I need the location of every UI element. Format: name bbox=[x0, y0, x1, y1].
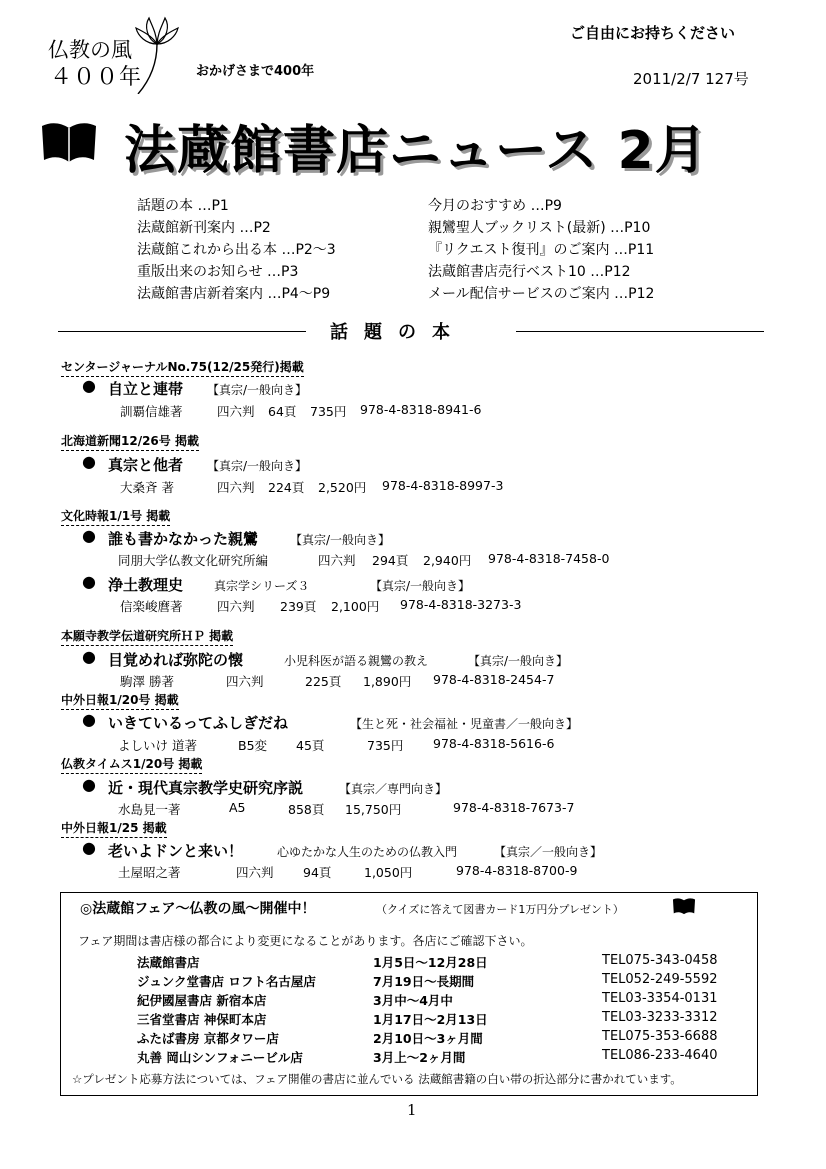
book-format: 四六判 bbox=[226, 674, 264, 689]
bullet-icon: ● bbox=[82, 647, 96, 666]
toc-item: 今月のおすすめ …P9 bbox=[428, 198, 562, 214]
section-title: 話題の本 bbox=[330, 322, 466, 343]
book-title: 老いよドンと来い！ bbox=[108, 842, 244, 860]
book-title: 真宗と他者 bbox=[108, 456, 184, 474]
book-format: A5 bbox=[229, 800, 246, 815]
book-pages: 224頁 bbox=[268, 480, 305, 495]
book-author: 訓覇信雄著 bbox=[120, 404, 183, 419]
book-category: 【真宗／専門向き】 bbox=[339, 782, 448, 796]
section-rule-right bbox=[516, 331, 764, 332]
store-tel: TEL075-343-0458 bbox=[602, 953, 718, 968]
bullet-icon: ● bbox=[82, 775, 96, 794]
store-tel: TEL03-3233-3312 bbox=[602, 1010, 718, 1025]
book-pages: 225頁 bbox=[305, 674, 342, 689]
book-format: 四六判 bbox=[217, 404, 255, 419]
toc-right bbox=[428, 195, 654, 305]
free-take-notice: ご自由にお持ちください bbox=[570, 24, 736, 42]
book-pages: 239頁 bbox=[280, 599, 317, 614]
toc-item: 話題の本 …P1 bbox=[137, 198, 229, 214]
toc-item: 法蔵館書店売行ベスト10 …P12 bbox=[428, 264, 631, 280]
toc-item: 法蔵館これから出る本 …P2～3 bbox=[137, 242, 336, 258]
open-book-icon bbox=[672, 897, 696, 919]
store-period: 3月上～2ヶ月間 bbox=[373, 1050, 466, 1065]
book-isbn: 978-4-8318-5616-6 bbox=[433, 736, 555, 751]
book-subtitle: 小児科医が語る親鸞の教え bbox=[284, 654, 429, 668]
book-price: 735円 bbox=[310, 404, 347, 419]
book-author: 大桑斉 著 bbox=[120, 480, 174, 495]
book-category: 【真宗/一般向き】 bbox=[290, 533, 391, 547]
store-name: ふたば書房 京都タワー店 bbox=[137, 1031, 279, 1046]
book-format: 四六判 bbox=[217, 599, 255, 614]
book-isbn: 978-4-8318-2454-7 bbox=[433, 672, 555, 687]
book-isbn: 978-4-8318-7673-7 bbox=[453, 800, 575, 815]
store-period: 1月17日～2月13日 bbox=[373, 1012, 488, 1027]
book-category: 【真宗/一般向き】 bbox=[207, 383, 308, 397]
book-category: 【真宗／一般向き】 bbox=[494, 845, 603, 859]
source-label: センタージャーナルNo.75(12/25発行)掲載 bbox=[61, 358, 304, 377]
bullet-icon: ● bbox=[82, 526, 96, 545]
store-tel: TEL086-233-4640 bbox=[602, 1048, 718, 1063]
fair-footnote: ☆プレゼント応募方法については、フェア開催の書店に並んでいる 法蔵館書籍の白い帯の折込部分に書かれています。 bbox=[72, 1072, 682, 1086]
store-tel: TEL03-3354-0131 bbox=[602, 991, 718, 1006]
source-label: 本願寺教学伝道研究所ＨＰ 掲載 bbox=[61, 627, 233, 646]
fair-title: ◎法蔵館フェア～仏教の風～開催中！ bbox=[80, 901, 316, 917]
book-author: よしいけ 道著 bbox=[118, 738, 197, 753]
toc-item: 重版出来のお知らせ …P3 bbox=[137, 264, 299, 280]
book-author: 駒澤 勝著 bbox=[120, 674, 174, 689]
book-price: 735円 bbox=[367, 738, 404, 753]
bullet-icon: ● bbox=[82, 452, 96, 471]
toc-item: 親鸞聖人ブックリスト(最新) …P10 bbox=[428, 220, 651, 236]
book-price: 2,100円 bbox=[331, 599, 380, 614]
book-isbn: 978-4-8318-8941-6 bbox=[360, 402, 482, 417]
book-price: 2,520円 bbox=[318, 480, 367, 495]
book-title: 目覚めれば弥陀の懐 bbox=[108, 651, 244, 669]
bullet-icon: ● bbox=[82, 838, 96, 857]
store-name: 法蔵館書店 bbox=[137, 955, 200, 970]
book-price: 1,890円 bbox=[363, 674, 412, 689]
book-pages: 294頁 bbox=[372, 553, 409, 568]
book-isbn: 978-4-8318-8700-9 bbox=[456, 863, 578, 878]
book-format: 四六判 bbox=[236, 865, 274, 880]
toc-item: 法蔵館新刊案内 …P2 bbox=[137, 220, 271, 236]
book-format: 四六判 bbox=[318, 553, 356, 568]
fair-note: （クイズに答えて図書カード1万円分プレゼント） bbox=[376, 903, 624, 916]
book-title: 自立と連帯 bbox=[108, 380, 184, 398]
book-price: 15,750円 bbox=[345, 802, 402, 817]
book-title: いきているってふしぎだね bbox=[108, 714, 289, 732]
store-period: 2月10日～3ヶ月間 bbox=[373, 1031, 483, 1046]
lotus-icon bbox=[132, 14, 182, 94]
issue-date: 2011/2/7 127号 bbox=[633, 70, 749, 88]
store-name: ジュンク堂書店 ロフト名古屋店 bbox=[137, 974, 316, 989]
book-isbn: 978-4-8318-3273-3 bbox=[400, 597, 522, 612]
store-tel: TEL052-249-5592 bbox=[602, 972, 718, 987]
store-period: 7月19日～長期間 bbox=[373, 974, 475, 989]
book-isbn: 978-4-8318-7458-0 bbox=[488, 551, 610, 566]
toc-item: メール配信サービスのご案内 …P12 bbox=[428, 286, 655, 302]
source-label: 北海道新聞12/26号 掲載 bbox=[61, 432, 199, 451]
book-format: B5変 bbox=[238, 738, 268, 753]
logo bbox=[44, 24, 174, 96]
logo-line1: 仏教の風 bbox=[48, 38, 132, 62]
thanks-slogan: おかげさまで400年 bbox=[196, 64, 315, 79]
source-label: 中外日報1/20号 掲載 bbox=[61, 691, 179, 710]
toc-item: 法蔵館書店新着案内 …P4～P9 bbox=[137, 286, 331, 302]
book-pages: 45頁 bbox=[296, 738, 325, 753]
book-pages: 94頁 bbox=[303, 865, 332, 880]
book-title: 浄土教理史 bbox=[108, 576, 184, 594]
book-format: 四六判 bbox=[217, 480, 255, 495]
open-book-icon bbox=[40, 120, 98, 168]
bullet-icon: ● bbox=[82, 572, 96, 591]
book-author: 水島見一著 bbox=[118, 802, 181, 817]
book-author: 土屋昭之著 bbox=[118, 865, 181, 880]
fair-period-note: フェア期間は書店様の都合により変更になることがあります。各店にご確認下さい。 bbox=[78, 934, 533, 948]
bullet-icon: ● bbox=[82, 376, 96, 395]
book-price: 1,050円 bbox=[364, 865, 413, 880]
store-period: 3月中～4月中 bbox=[373, 993, 453, 1008]
book-title: 誰も書かなかった親鸞 bbox=[108, 530, 259, 548]
store-name: 丸善 岡山シンフォニービル店 bbox=[137, 1050, 303, 1065]
book-pages: 858頁 bbox=[288, 802, 325, 817]
book-author: 信楽峻麿著 bbox=[120, 599, 183, 614]
book-author: 同朋大学仏教文化研究所編 bbox=[118, 553, 269, 568]
book-category: 【真宗/一般向き】 bbox=[468, 654, 569, 668]
store-name: 三省堂書店 神保町本店 bbox=[137, 1012, 267, 1027]
book-pages: 64頁 bbox=[268, 404, 297, 419]
book-subtitle: 心ゆたかな人生のための仏教入門 bbox=[277, 845, 458, 859]
toc-left bbox=[137, 195, 336, 305]
book-price: 2,940円 bbox=[423, 553, 472, 568]
book-category: 【真宗/一般向き】 bbox=[207, 459, 308, 473]
book-series: 真宗学シリーズ３ bbox=[214, 579, 310, 593]
source-label: 文化時報1/1号 掲載 bbox=[61, 507, 170, 526]
book-title: 近・現代真宗教学史研究序説 bbox=[108, 779, 304, 797]
source-label: 中外日報1/25 掲載 bbox=[61, 819, 167, 838]
source-label: 仏教タイムス1/20号 掲載 bbox=[61, 755, 202, 774]
bullet-icon: ● bbox=[82, 710, 96, 729]
page-title: 法蔵館書店ニュース 2月 bbox=[124, 121, 708, 181]
store-period: 1月5日～12月28日 bbox=[373, 955, 488, 970]
toc-item: 『リクエスト復刊』のご案内 …P11 bbox=[428, 242, 655, 258]
book-isbn: 978-4-8318-8997-3 bbox=[382, 478, 504, 493]
book-category: 【生と死・社会福祉・児童書／一般向き】 bbox=[350, 717, 579, 731]
store-tel: TEL075-353-6688 bbox=[602, 1029, 718, 1044]
section-rule-left bbox=[58, 331, 306, 332]
store-name: 紀伊國屋書店 新宿本店 bbox=[137, 993, 267, 1008]
page-number: 1 bbox=[407, 1101, 417, 1119]
logo-line2: ４００年 bbox=[50, 65, 143, 90]
book-category: 【真宗/一般向き】 bbox=[370, 579, 471, 593]
